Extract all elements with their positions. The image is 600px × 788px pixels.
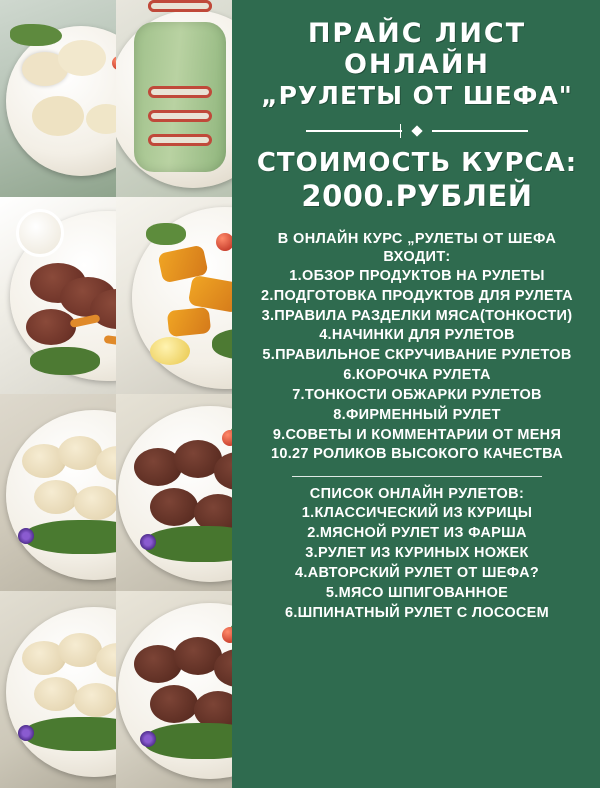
- title-line-1: ПРАЙС ЛИСТ: [307, 18, 527, 49]
- photo-collage: [0, 0, 232, 788]
- greens-garnish: [30, 347, 100, 375]
- sauce-cup: [16, 209, 64, 257]
- photo-pale-roll-slices-with-greens-plate: [0, 591, 116, 788]
- tomato: [222, 627, 232, 643]
- greens-garnish: [144, 723, 232, 759]
- photo-row-2: [0, 197, 232, 394]
- greens-garnish: [146, 223, 186, 245]
- section-divider: [292, 476, 542, 477]
- photo-pumpkin-vegetable-plate: [116, 197, 232, 394]
- list-item: 5.МЯСО ШПИГОВАННОЕ: [325, 584, 509, 601]
- meat-slice: [26, 309, 76, 345]
- list-item: 10.27 РОЛИКОВ ВЫСОКОГО КАЧЕСТВА: [270, 446, 564, 463]
- course-price: [257, 148, 577, 214]
- roll-slice: [32, 96, 84, 136]
- photo-green-spinach-roll-slices-plate: [116, 0, 232, 197]
- greens-garnish: [24, 717, 116, 751]
- price-label: СТОИМОСТЬ КУРСА:: [256, 147, 578, 178]
- poster-text-panel: [232, 0, 600, 788]
- list-item: 8.ФИРМЕННЫЙ РУЛЕТ: [333, 406, 501, 423]
- meat-slice: [150, 488, 198, 526]
- list-item: 2.ПОДГОТОВКА ПРОДУКТОВ ДЛЯ РУЛЕТА: [261, 287, 573, 304]
- photo-pale-chicken-roll-slices-plate: [0, 0, 116, 197]
- included-block: [246, 230, 588, 465]
- list-item: 1.КЛАССИЧЕСКИЙ ИЗ КУРИЦЫ: [301, 505, 533, 522]
- photo-roast-beef-slices-with-sauce-plate: [0, 197, 116, 394]
- list-item: 7.ТОНКОСТИ ОБЖАРКИ РУЛЕТОВ: [292, 386, 542, 403]
- list-item: 6.ШПИНАТНЫЙ РУЛЕТ С ЛОСОСЕМ: [284, 604, 550, 621]
- list-item: 1.ОБЗОР ПРОДУКТОВ НА РУЛЕТЫ: [289, 267, 545, 284]
- roll-slice: [74, 486, 116, 520]
- lemon-slice: [150, 337, 190, 365]
- photo-row-3: [0, 394, 232, 591]
- list-item: 9.СОВЕТЫ И КОММЕНТАРИИ ОТ МЕНЯ: [272, 426, 562, 443]
- photo-dark-meat-roll-slices-plate: [116, 394, 232, 591]
- roll-slice: [148, 0, 212, 12]
- edible-flower: [18, 528, 34, 544]
- roll-slice: [148, 86, 212, 98]
- included-heading: В ОНЛАЙН КУРС „РУЛЕТЫ ОТ ШЕФА ВХОДИТ:: [277, 230, 557, 265]
- tomato: [222, 430, 232, 446]
- list-item: 4.НАЧИНКИ ДЛЯ РУЛЕТОВ: [319, 327, 515, 344]
- photo-chicken-galantine-slices-plate: [0, 394, 116, 591]
- roll-slice: [34, 677, 78, 711]
- greens-garnish: [24, 520, 116, 554]
- edible-flower: [18, 725, 34, 741]
- rolls-list: [246, 504, 588, 622]
- list-item: 4.АВТОРСКИЙ РУЛЕТ ОТ ШЕФА?: [295, 564, 539, 581]
- greens-garnish: [10, 24, 62, 46]
- list-item: 3.ПРАВИЛА РАЗДЕЛКИ МЯСА(ТОНКОСТИ): [261, 307, 573, 324]
- rolls-heading: СПИСОК ОНЛАЙН РУЛЕТОВ:: [309, 486, 525, 503]
- roll-slice: [34, 480, 78, 514]
- edible-flower: [140, 731, 156, 747]
- poster-title: [261, 18, 573, 110]
- list-item: 5.ПРАВИЛЬНОЕ СКРУЧИВАНИЕ РУЛЕТОВ: [262, 347, 572, 364]
- rolls-block: [246, 485, 588, 622]
- list-item: 2.МЯСНОЙ РУЛЕТ ИЗ ФАРША: [307, 525, 527, 542]
- title-line-3: „РУЛЕТЫ ОТ ШЕФА": [261, 80, 573, 110]
- tomato: [216, 233, 232, 251]
- list-item: 6.КОРОЧКА РУЛЕТА: [343, 367, 491, 384]
- pumpkin-piece: [167, 307, 211, 337]
- greens-garnish: [144, 526, 232, 562]
- price-amount: 2000.РУБЛЕЙ: [301, 178, 533, 213]
- list-item: 3.РУЛЕТ ИЗ КУРИНЫХ НОЖЕК: [305, 545, 529, 562]
- photo-row-1: [0, 0, 232, 197]
- roll-slice: [148, 134, 212, 146]
- roll-slice: [74, 683, 116, 717]
- meat-slice: [150, 685, 198, 723]
- roll-slice: [148, 110, 212, 122]
- roll-slice: [58, 40, 106, 76]
- photo-dark-roll-slices-with-greens-plate: [116, 591, 232, 788]
- included-list: [246, 267, 588, 464]
- photo-row-4: [0, 591, 232, 788]
- ornament-divider: [302, 124, 532, 138]
- edible-flower: [140, 534, 156, 550]
- title-line-2: ОНЛАЙН: [343, 49, 491, 81]
